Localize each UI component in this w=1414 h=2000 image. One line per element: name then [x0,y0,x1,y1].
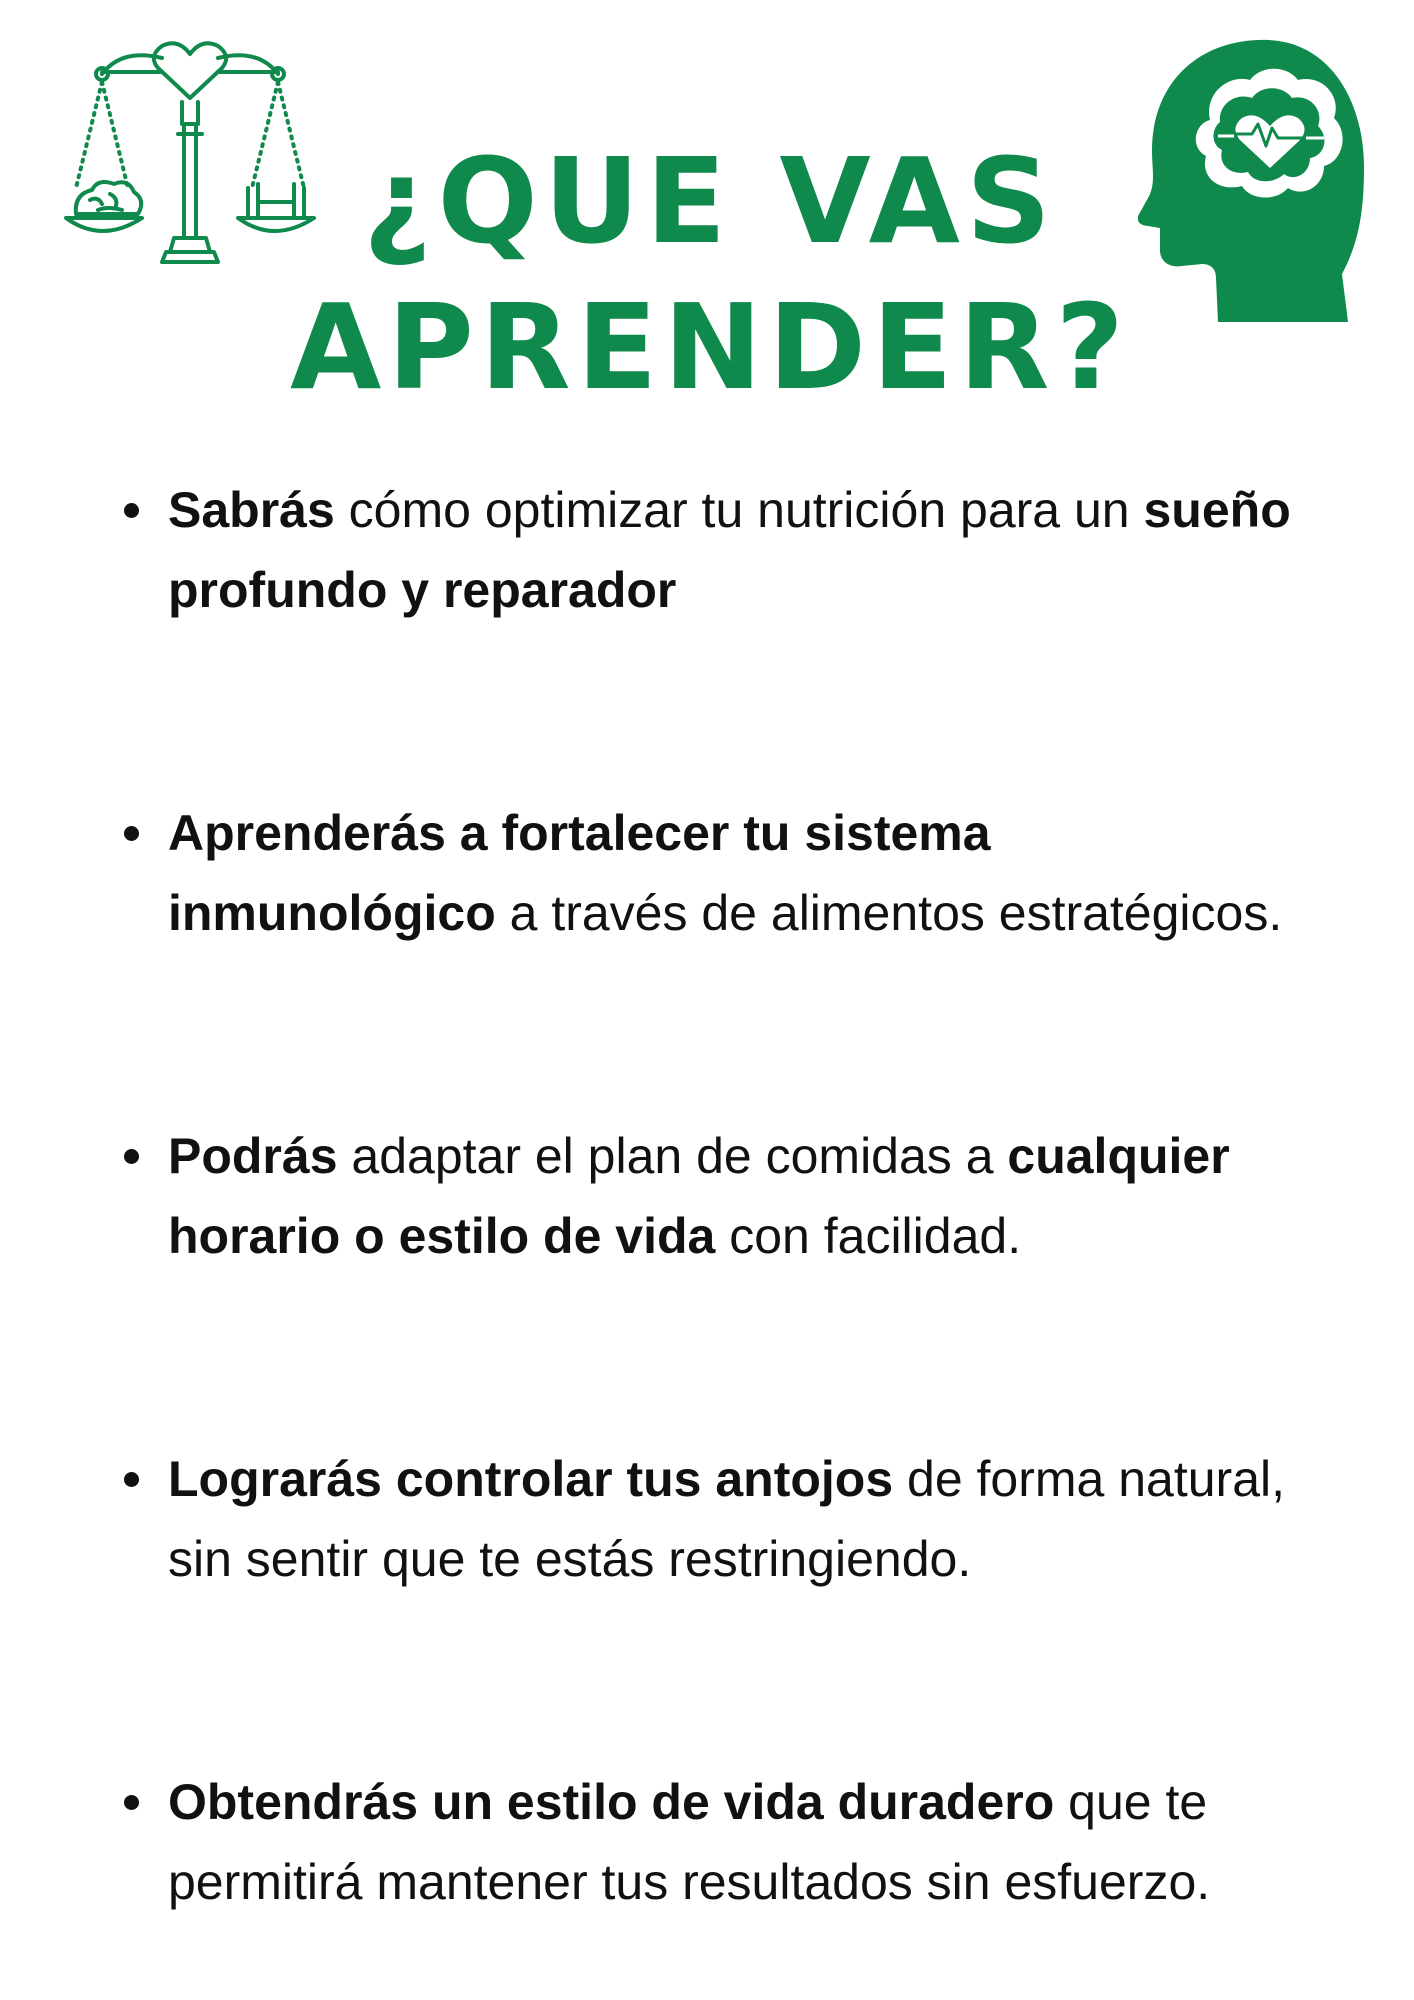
benefit-text: a través de alimentos estratégicos. [495,885,1283,941]
head-brain-heart-icon [1138,38,1364,322]
bullet-icon [124,503,139,518]
benefit-item [118,1439,1298,1599]
benefit-text: con facilidad. [715,1208,1022,1264]
benefit-text: adaptar el plan de comidas a [337,1128,1008,1184]
benefit-text-bold: Lograrás controlar tus antojos [168,1451,894,1507]
page-title-line-2: APRENDER? [290,278,1130,416]
benefit-text-bold: Podrás [168,1128,338,1184]
benefit-text: de forma natural, sin sentir que te estás restringiendo. [168,1451,1285,1587]
benefit-list [118,470,1298,1922]
benefit-text-bold: Aprenderás a fortalecer tu sistema inmunológico [168,805,991,941]
benefit-text-bold: Sabrás [168,482,335,538]
benefit-text-bold: cualquier horario o estilo de vida [168,1128,1230,1264]
benefit-item [118,1762,1298,1922]
page-title [260,128,1160,420]
bullet-icon [124,1149,139,1164]
benefit-item [118,793,1298,953]
benefit-item [118,1116,1298,1276]
benefit-text: cómo optimizar tu nutrición para un [334,482,1144,538]
benefit-text-bold: Obtendrás un estilo de vida duradero [168,1774,1055,1830]
bullet-icon [124,826,139,841]
page-title-line-1: ¿QUE VAS [363,132,1057,270]
benefit-item [118,470,1298,630]
benefit-text-bold: sueño profundo y reparador [168,482,1291,618]
bullet-icon [124,1472,139,1487]
benefit-text: que te permitirá mantener tus resultados sin esfuerzo. [168,1774,1211,1910]
bullet-icon [124,1795,139,1810]
